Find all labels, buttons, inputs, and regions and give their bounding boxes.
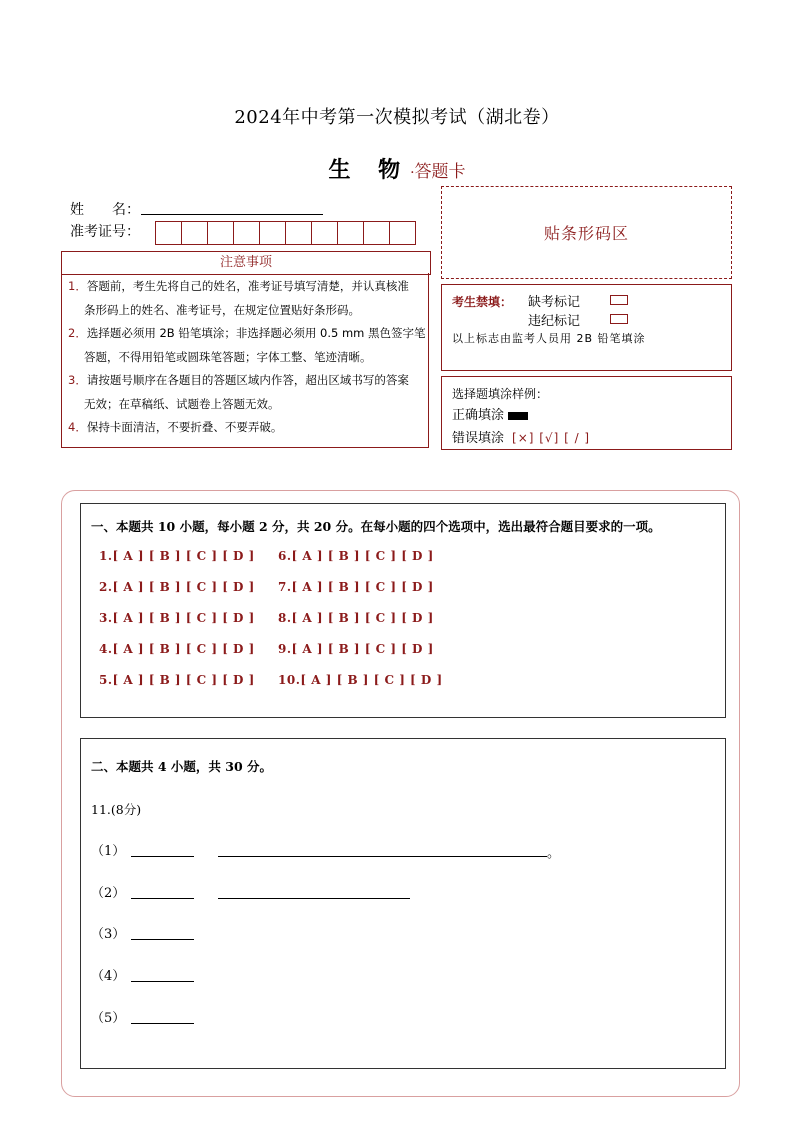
wrong-fill-label: 错误填涂 (452, 431, 505, 446)
question-11-label: 11.(8分) (91, 802, 142, 817)
answer-card-subtitle: 答题卡 (414, 162, 466, 182)
answer-line[interactable] (131, 898, 194, 899)
exam-id-boxes[interactable] (155, 221, 416, 245)
name-label: 姓 名： (70, 202, 140, 218)
notice-item: 2．选择题必须用 2B 铅笔填涂；非选择题必须用 0.5 mm 黑色签字笔 (68, 326, 426, 340)
correct-fill-label: 正确填涂 (452, 408, 505, 423)
section1-title: 一、本题共 10 小题，每小题 2 分，共 20 分。在每小题的四个选项中，选出最符合题目要求的一项。 (91, 519, 661, 534)
answer-line[interactable] (131, 981, 194, 982)
choice-question[interactable]: 1.[ A ] [ B ] [ C ] [ D ] (99, 549, 255, 563)
proctor-only-area (441, 284, 732, 371)
proctor-only-label: 考生禁填： (452, 295, 513, 309)
wrong-fill-marks: [×] [√] [ / ] (512, 431, 591, 445)
answer-line[interactable] (131, 1023, 194, 1024)
exam-id-box[interactable] (363, 221, 390, 245)
violation-mark-label: 违纪标记 (528, 314, 581, 329)
blank-label: （4） (91, 969, 126, 984)
subject-heading (0, 153, 794, 184)
blank-label: （2） (91, 886, 126, 901)
proctor-note: 以上标志由监考人员用 2B 铅笔填涂 (452, 332, 646, 345)
absent-mark-box[interactable] (610, 295, 628, 305)
fill-sample-title: 选择题填涂样例： (452, 387, 549, 401)
subtitle-dot: · (410, 165, 415, 181)
subject-name: 生 物 (328, 157, 411, 183)
choice-question[interactable]: 3.[ A ] [ B ] [ C ] [ D ] (99, 611, 255, 625)
choice-question[interactable]: 4.[ A ] [ B ] [ C ] [ D ] (99, 642, 255, 656)
exam-id-box[interactable] (259, 221, 286, 245)
answer-line[interactable] (131, 856, 194, 857)
answer-line[interactable] (218, 856, 547, 857)
exam-id-box[interactable] (337, 221, 364, 245)
answer-line[interactable] (218, 898, 410, 899)
choice-question[interactable]: 9.[ A ] [ B ] [ C ] [ D ] (278, 642, 434, 656)
absent-mark-row (528, 291, 580, 310)
wrong-fill-row (452, 427, 590, 446)
notice-item-cont: 答题，不得用铅笔或圆珠笔答题；字体工整、笔迹清晰。 (84, 349, 372, 364)
section-multiple-choice (80, 503, 726, 718)
answer-line[interactable] (131, 939, 194, 940)
absent-mark-label: 缺考标记 (528, 295, 581, 310)
choice-question[interactable]: 7.[ A ] [ B ] [ C ] [ D ] (278, 580, 434, 594)
exam-id-box[interactable] (285, 221, 312, 245)
exam-id-box[interactable] (233, 221, 260, 245)
notice-item: 4．保持卡面清洁，不要折叠、不要弄破。 (68, 420, 283, 434)
blank-label: （5） (91, 1011, 126, 1026)
section2-title: 二、本题共 4 小题，共 30 分。 (91, 759, 273, 774)
notice-item-cont: 无效；在草稿纸、试题卷上答题无效。 (84, 396, 280, 411)
choice-question[interactable]: 8.[ A ] [ B ] [ C ] [ D ] (278, 611, 434, 625)
blank-label: （1） (91, 844, 126, 859)
choice-question[interactable]: 6.[ A ] [ B ] [ C ] [ D ] (278, 549, 434, 563)
exam-id-box[interactable] (311, 221, 338, 245)
page-title: 2024年中考第一次模拟考试（湖北卷） (234, 107, 560, 128)
exam-id-box[interactable] (181, 221, 208, 245)
barcode-area (441, 186, 732, 279)
exam-id-box[interactable] (155, 221, 182, 245)
section-short-answer (80, 738, 726, 1069)
barcode-label: 贴条形码区 (543, 224, 629, 243)
notice-title: 注意事项 (61, 251, 431, 275)
blank-label: （3） (91, 927, 126, 942)
end-period: 。 (547, 846, 561, 861)
notice-item: 3．请按题号顺序在各题目的答题区域内作答，超出区域书写的答案 (68, 373, 409, 387)
exam-id-box[interactable] (207, 221, 234, 245)
filled-mark-icon (508, 412, 528, 420)
violation-mark-box[interactable] (610, 314, 628, 324)
notice-list (61, 273, 429, 448)
choice-question[interactable]: 5.[ A ] [ B ] [ C ] [ D ] (99, 673, 255, 687)
correct-fill-row (452, 404, 528, 423)
name-field[interactable] (141, 214, 323, 215)
exam-id-box[interactable] (389, 221, 416, 245)
exam-id-label: 准考证号： (70, 224, 140, 240)
choice-question[interactable]: 10.[ A ] [ B ] [ C ] [ D ] (278, 673, 443, 687)
notice-item: 1．答题前，考生先将自己的姓名，准考证号填写清楚，并认真核准 (68, 279, 409, 293)
choice-question[interactable]: 2.[ A ] [ B ] [ C ] [ D ] (99, 580, 255, 594)
fill-sample-box (441, 376, 732, 450)
violation-mark-row (528, 310, 580, 329)
notice-item-cont: 条形码上的姓名、准考证号，在规定位置贴好条形码。 (84, 302, 360, 317)
